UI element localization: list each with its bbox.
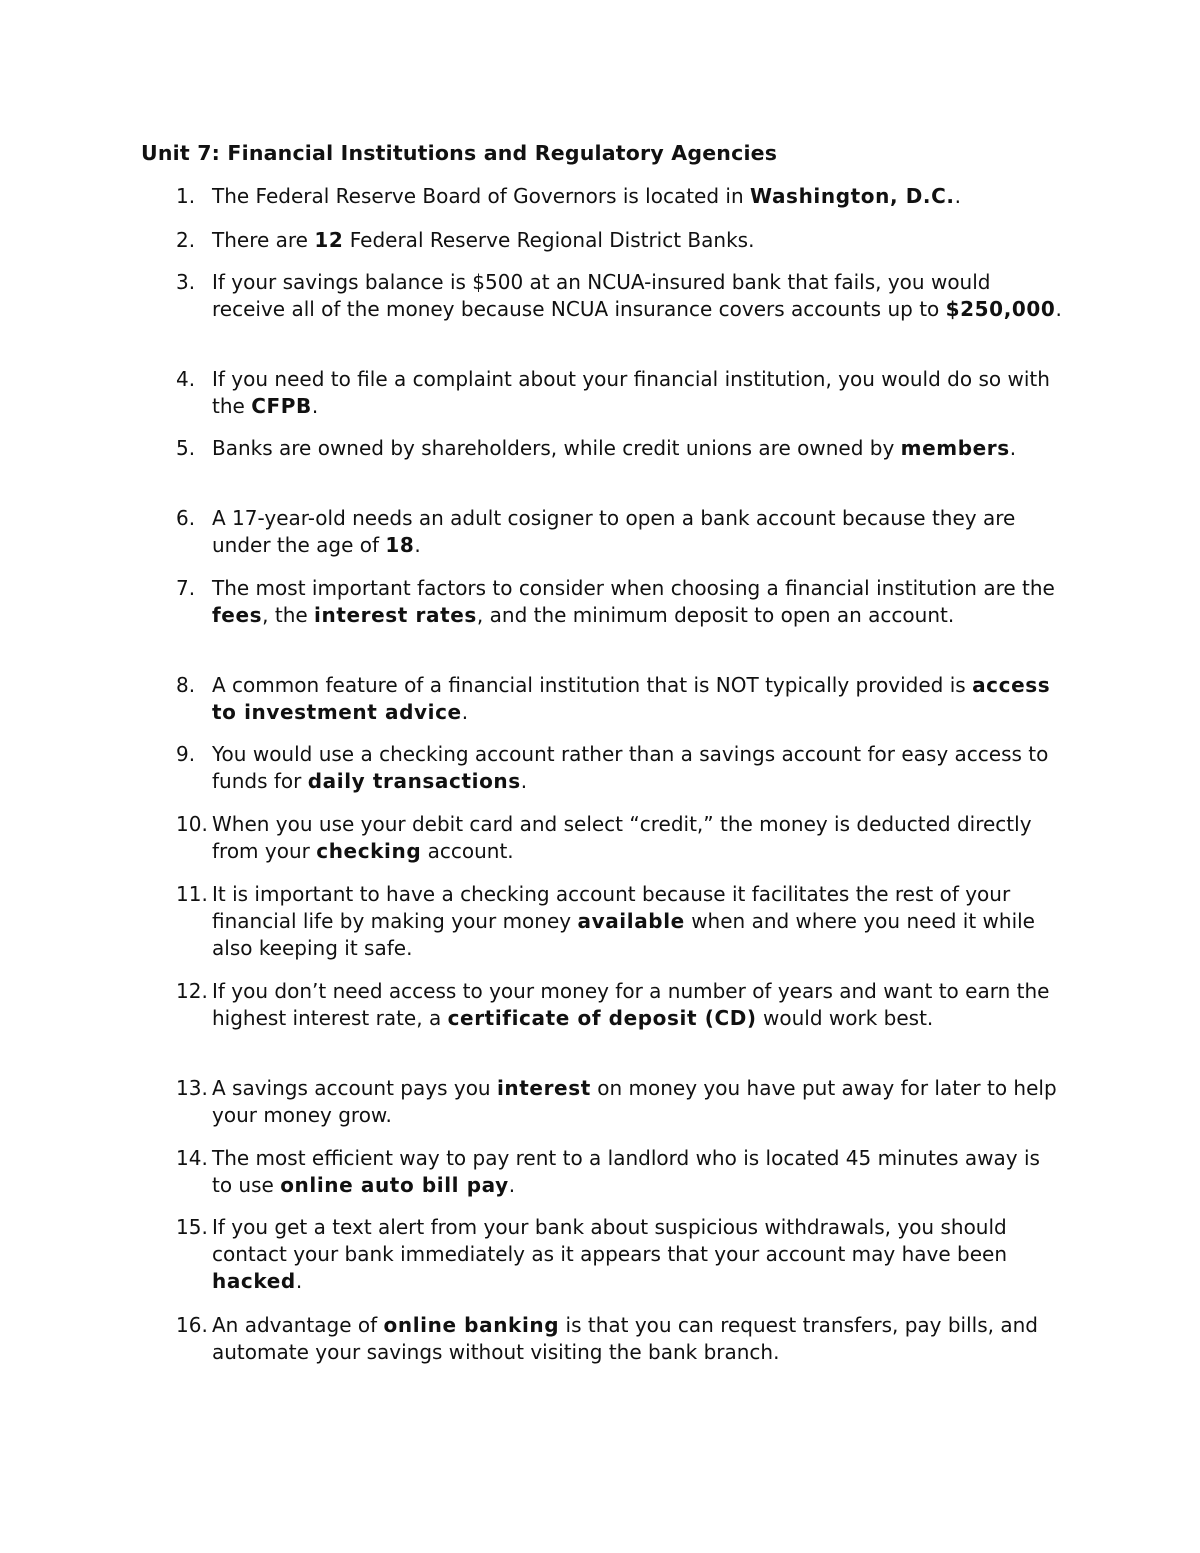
item-number: 12. <box>176 979 208 1003</box>
item-text <box>212 1145 1062 1199</box>
answer-text: daily transactions <box>307 769 521 793</box>
item-number: 13. <box>176 1076 208 1100</box>
item-text <box>212 575 1062 629</box>
item-text <box>212 505 1062 559</box>
answer-text: $250,000 <box>945 297 1056 321</box>
item-number: 16. <box>176 1313 208 1337</box>
item-number: 7. <box>176 576 196 600</box>
answer-text: Washington, D.C. <box>750 184 955 208</box>
question-text: . <box>295 1269 303 1293</box>
question-text: Banks are owned by shareholders, while credit unions are owned by <box>212 436 901 460</box>
answer-text: fees <box>212 603 263 627</box>
question-text: If your savings balance is $500 at an NCUA-insured bank that fails, you would receive all of the money because NCUA insurance covers accounts up to <box>212 270 991 321</box>
item-number: 3. <box>176 270 196 294</box>
question-text: . <box>414 533 421 557</box>
question-text: If you need to file a complaint about your financial institution, you would do so with the <box>212 367 1050 418</box>
question-text: on money you have put away for later to help your money grow. <box>212 1076 1057 1127</box>
answer-text: checking <box>316 839 422 863</box>
answer-text: certificate of deposit (CD) <box>447 1006 757 1030</box>
question-text: An advantage of <box>212 1313 384 1337</box>
question-text: when and where you need it while also keeping it safe. <box>212 909 1035 960</box>
item-text <box>212 435 1062 462</box>
answer-text: interest rates <box>314 603 477 627</box>
question-text: The most efficient way to pay rent to a landlord who is located 45 minutes away is to use <box>212 1146 1040 1197</box>
question-text: . <box>520 769 528 793</box>
question-text: There are <box>212 228 315 252</box>
question-text: The Federal Reserve Board of Governors is located in <box>212 184 751 208</box>
question-text: . <box>954 184 961 208</box>
item-number: 5. <box>176 436 196 460</box>
item-text <box>212 672 1062 726</box>
item-text <box>212 183 1062 210</box>
item-number: 10. <box>176 812 208 836</box>
question-text: If you don’t need access to your money for a number of years and want to earn the highest interest rate, a <box>212 979 1050 1030</box>
item-number: 9. <box>176 742 196 766</box>
answer-text: access to investment advice <box>212 673 1051 724</box>
answer-text: 12 <box>314 228 344 252</box>
item-text <box>212 269 1062 323</box>
question-text: . <box>1009 436 1017 460</box>
question-text: . <box>311 394 319 418</box>
question-text: Federal Reserve Regional District Banks. <box>343 228 755 252</box>
question-text: You would use a checking account rather than a savings account for easy access to funds for <box>212 742 1049 793</box>
answer-text: hacked <box>212 1269 296 1293</box>
answer-text: available <box>577 909 685 933</box>
item-text <box>212 227 1062 254</box>
question-text: A savings account pays you <box>212 1076 497 1100</box>
question-text: . <box>508 1173 516 1197</box>
question-text: . <box>461 700 469 724</box>
question-text: When you use your debit card and select “credit,” the money is deducted directly from your <box>212 812 1032 863</box>
answer-text: online banking <box>383 1313 560 1337</box>
question-text: It is important to have a checking account because it facilitates the rest of your financial life by making your money <box>212 882 1011 933</box>
answer-text: interest <box>496 1076 591 1100</box>
question-text: would work best. <box>756 1006 934 1030</box>
item-number: 2. <box>176 228 196 252</box>
item-text <box>212 1075 1062 1129</box>
item-text <box>212 811 1062 865</box>
question-text: , the <box>262 603 315 627</box>
item-number: 14. <box>176 1146 208 1170</box>
item-text <box>212 741 1062 795</box>
question-text: A common feature of a financial institution that is NOT typically provided is <box>212 673 973 697</box>
question-text: If you get a text alert from your bank about suspicious withdrawals, you should contact your bank immediately as it appears that your account may have been <box>212 1215 1007 1266</box>
question-text: is that you can request transfers, pay bills, and automate your savings without visiting the bank branch. <box>212 1313 1038 1364</box>
item-text <box>212 978 1062 1032</box>
answer-text: 18 <box>385 533 415 557</box>
item-text <box>212 881 1062 962</box>
answer-text: members <box>900 436 1010 460</box>
item-number: 8. <box>176 673 196 697</box>
item-text <box>212 1214 1062 1295</box>
answer-text: CFPB <box>251 394 312 418</box>
question-text: , and the minimum deposit to open an account. <box>476 603 955 627</box>
item-number: 11. <box>176 882 208 906</box>
question-text: The most important factors to consider when choosing a financial institution are the <box>212 576 1055 600</box>
document-title: Unit 7: Financial Institutions and Regulatory Agencies <box>141 141 778 165</box>
question-text: A 17-year-old needs an adult cosigner to open a bank account because they are under the age of <box>212 506 1016 557</box>
item-text <box>212 366 1062 420</box>
item-number: 4. <box>176 367 196 391</box>
question-text: account. <box>421 839 514 863</box>
item-number: 15. <box>176 1215 208 1239</box>
item-number: 6. <box>176 506 196 530</box>
item-text <box>212 1312 1062 1366</box>
question-text: . <box>1055 297 1062 321</box>
answer-text: online auto bill pay <box>280 1173 509 1197</box>
item-number: 1. <box>176 184 196 208</box>
